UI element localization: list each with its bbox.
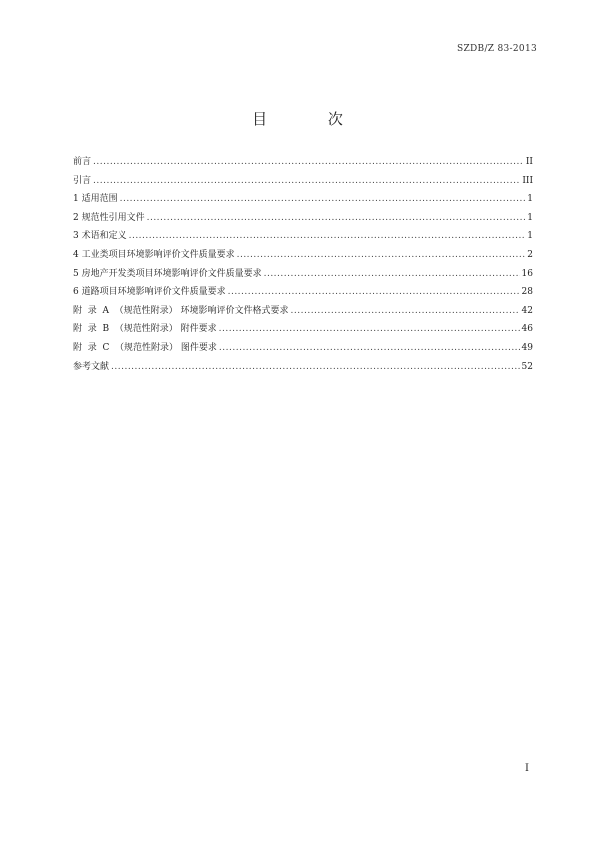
toc-entry-label: 附 录 A （规范性附录） 环境影响评价文件格式要求 [73, 305, 289, 316]
toc-entry-page: 16 [521, 268, 533, 279]
toc-entry-page: 2 [527, 249, 533, 260]
toc-entry-label: 2 规范性引用文件 [73, 212, 145, 223]
page-title: 目 次 [252, 110, 371, 128]
toc-entry-appendix-c[interactable] [73, 339, 533, 358]
toc-entry-section-4[interactable] [73, 246, 533, 265]
toc-entry-page: 28 [521, 287, 533, 298]
toc-entry-appendix-a[interactable] [73, 302, 533, 321]
toc-entry-section-1[interactable] [73, 190, 533, 209]
dot-leader [219, 320, 520, 339]
toc-entry-foreword[interactable] [73, 153, 533, 172]
dot-leader [237, 246, 526, 265]
toc-entry-page: 42 [521, 305, 533, 316]
document-code: SZDB/Z 83-2013 [457, 44, 537, 54]
toc-entry-label: 参考文献 [73, 361, 110, 372]
toc-entry-section-5[interactable] [73, 265, 533, 284]
toc-entry-page: III [522, 175, 533, 186]
dot-leader [228, 283, 520, 302]
toc-entry-label: 附 录 B （规范性附录） 附件要求 [73, 324, 217, 335]
toc-entry-section-3[interactable] [73, 227, 533, 246]
toc-entry-section-6[interactable] [73, 283, 533, 302]
toc-entry-label: 4 工业类项目环境影响评价文件质量要求 [73, 249, 235, 260]
toc-entry-label: 1 适用范围 [73, 194, 118, 205]
toc-entry-label: 3 术语和定义 [73, 231, 127, 242]
toc-entry-page: 1 [527, 231, 533, 242]
table-of-contents [73, 153, 533, 376]
toc-entry-label: 前言 [73, 157, 92, 167]
dot-leader [264, 265, 520, 284]
toc-entry-label: 6 道路项目环境影响评价文件质量要求 [73, 287, 226, 298]
dot-leader [111, 358, 520, 377]
dot-leader [93, 153, 524, 172]
toc-entry-page: 1 [527, 194, 533, 205]
dot-leader [291, 302, 520, 321]
toc-entry-label: 引言 [73, 175, 92, 186]
page-number: I [525, 763, 529, 774]
dot-leader [219, 339, 520, 358]
toc-entry-references[interactable] [73, 358, 533, 377]
toc-entry-page: 1 [527, 212, 533, 223]
toc-entry-appendix-b[interactable] [73, 320, 533, 339]
dot-leader [93, 172, 520, 191]
toc-entry-introduction[interactable] [73, 172, 533, 191]
dot-leader [147, 209, 526, 228]
dot-leader [129, 227, 526, 246]
toc-entry-label: 附 录 C （规范性附录） 图件要求 [73, 342, 217, 353]
toc-entry-section-2[interactable] [73, 209, 533, 228]
dot-leader [120, 190, 526, 209]
toc-entry-page: 46 [521, 324, 533, 335]
toc-entry-page: II [525, 157, 533, 167]
toc-entry-page: 49 [521, 342, 533, 353]
toc-entry-page: 52 [521, 361, 533, 372]
toc-entry-label: 5 房地产开发类项目环境影响评价文件质量要求 [73, 268, 262, 279]
